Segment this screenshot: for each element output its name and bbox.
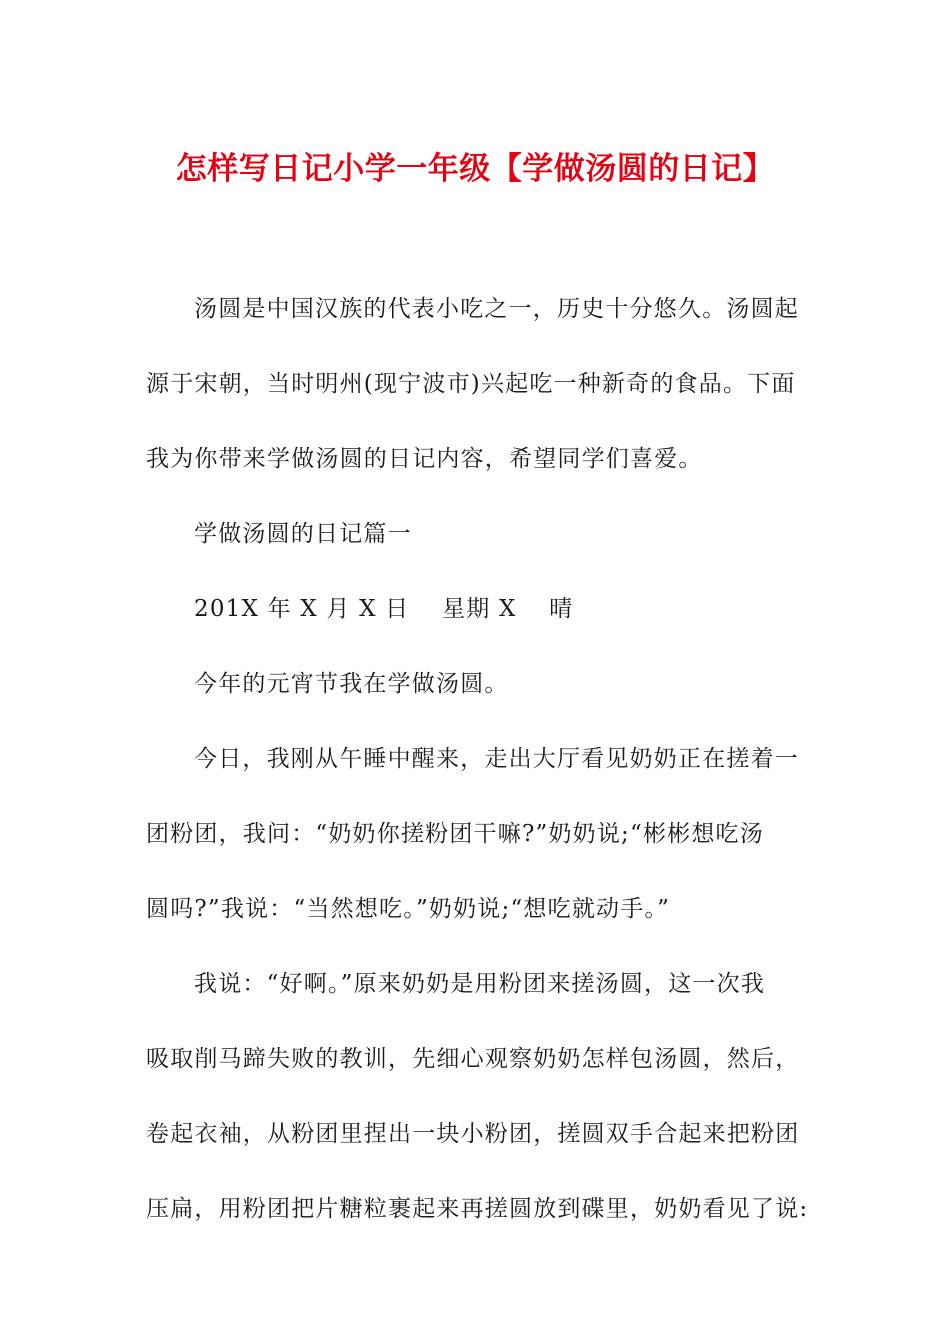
text-line: 团粉团，我问：“奶奶你搓粉团干嘛?”奶奶说;“彬彬想吃汤: [146, 821, 764, 847]
text-line: 201X 年 X 月 X 日 星期 X 晴: [194, 596, 574, 622]
paragraph-date-line: [146, 572, 806, 647]
text-line: 卷起衣袖，从粉团里捏出一块小粉团，搓圆双手合起来把粉团: [146, 1121, 800, 1147]
text-line: 圆吗?”我说：“当然想吃。”奶奶说;“想吃就动手。”: [146, 896, 671, 922]
text-line: 吸取削马蹄失败的教训，先细心观察奶奶怎样包汤圆，然后，: [146, 1046, 800, 1072]
paragraph-opening: [146, 647, 806, 722]
text-line: 今日，我刚从午睡中醒来，走出大厅看见奶奶正在搓着一: [194, 746, 799, 772]
text-line: 压扁，用粉团把片糖粒裹起来再搓圆放到碟里，奶奶看见了说:: [146, 1196, 809, 1222]
text-line: 汤圆是中国汉族的代表小吃之一，历史十分悠久。汤圆起: [194, 296, 799, 322]
text-line: 我说：“好啊。”原来奶奶是用粉团来搓汤圆，这一次我: [194, 971, 766, 997]
text-line: 学做汤圆的日记篇一: [194, 521, 412, 547]
paragraph-intro: [146, 272, 806, 497]
text-line: 源于宋朝，当时明州(现宁波市)兴起吃一种新奇的食品。下面: [146, 371, 796, 397]
text-line: 今年的元宵节我在学做汤圆。: [194, 671, 509, 697]
paragraph-section-heading: [146, 497, 806, 572]
text-line: 我为你带来学做汤圆的日记内容，希望同学们喜爱。: [146, 446, 703, 472]
document-body: [146, 272, 809, 1247]
paragraph-dialogue: [146, 722, 806, 947]
document-title: 怎样写日记小学一年级【学做汤圆的日记】: [175, 151, 775, 187]
paragraph-making: [146, 947, 809, 1247]
